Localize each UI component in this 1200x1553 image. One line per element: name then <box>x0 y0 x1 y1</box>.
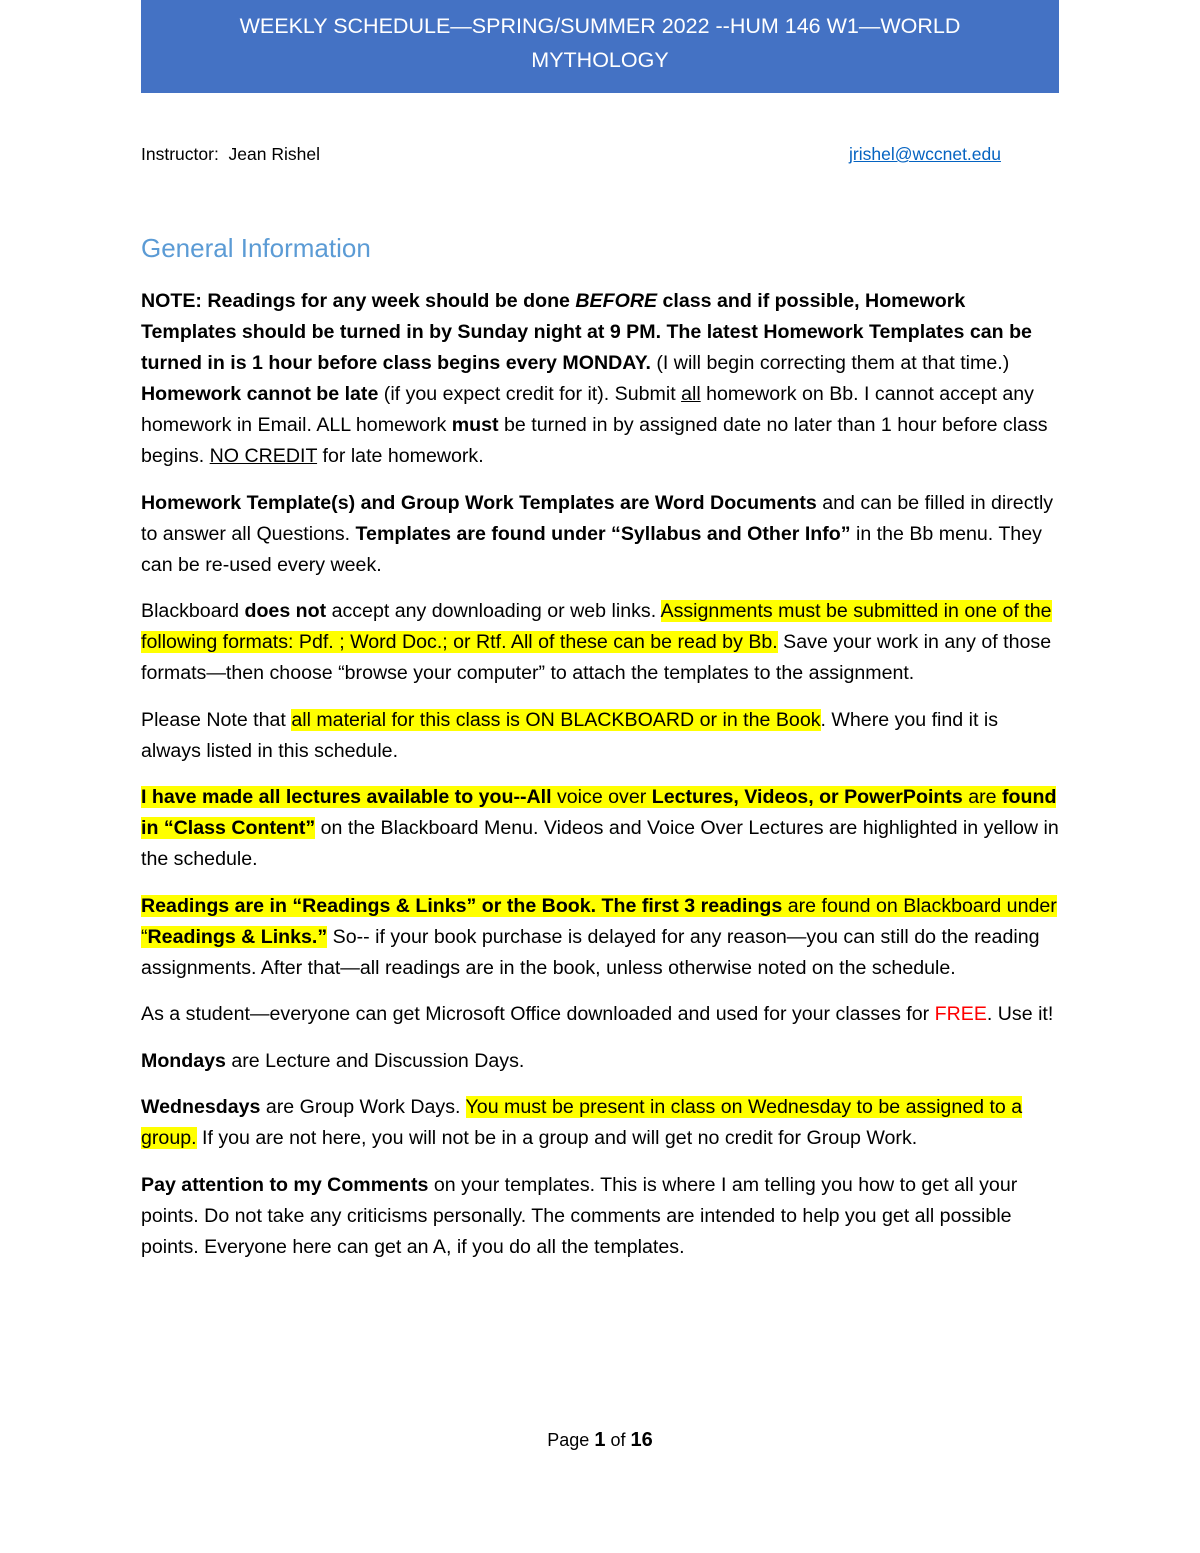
page-number: 1 <box>594 1429 606 1451</box>
text-run: (if you expect credit for it). Submit <box>378 383 682 405</box>
text-run: class and if possible, Homework Templates should be turned in by Sunday night at 9 PM. The latest Homework Templates can be turned in is 1 hour before class begins every MONDAY. <box>141 290 1032 374</box>
text-run: Mondays <box>141 1049 226 1072</box>
text-run: found in “Class Content” <box>141 786 1057 839</box>
text-run: voice over <box>551 786 652 808</box>
text-run: You must be present in class on Wednesday to be assigned to a group. <box>141 1096 1023 1149</box>
text-run: must <box>451 414 499 436</box>
text-run: (I will begin correcting them at that time.) <box>650 352 1010 374</box>
text-run: Templates are found under “Syllabus and Other Info” <box>355 522 851 545</box>
paragraph-readings <box>141 891 1061 984</box>
text-run: . Where you find it is always listed in this schedule. <box>141 708 999 762</box>
text-run: homework on Bb. I cannot accept any homework in Email. ALL homework <box>141 383 1034 436</box>
paragraph-note <box>141 286 1061 472</box>
page-label: Page <box>547 1430 590 1450</box>
text-run: and can be filled in directly to answer all Questions. <box>141 491 1054 545</box>
text-run: . Use it! <box>986 1003 1054 1025</box>
paragraph-wednesdays <box>141 1092 1061 1154</box>
text-run: Readings are in “Readings & Links” or the Book. The first 3 readings <box>141 894 783 917</box>
text-run: are Group Work Days. <box>260 1096 466 1118</box>
instructor-label: Instructor: <box>141 144 219 164</box>
text-run: FREE <box>934 1003 987 1025</box>
text-run: Assignments must be submitted in one of the following formats: Pdf. ; Word Doc.; or Rtf. All of these can be read by Bb. <box>141 600 1052 653</box>
paragraph-lectures <box>141 782 1061 875</box>
page-footer <box>0 1429 1200 1452</box>
text-run: NO CREDIT <box>209 445 318 467</box>
text-run: If you are not here, you will not be in a group and will get no credit for Group Work. <box>196 1127 918 1149</box>
text-run: are found on Blackboard under “ <box>141 894 1057 948</box>
text-run: be turned in by assigned date no later than 1 hour before class begins. <box>141 414 1048 467</box>
header-title-line-1: WEEKLY SCHEDULE—SPRING/SUMMER 2022 --HUM 146 W1—WORLD <box>239 14 961 38</box>
text-run: are Lecture and Discussion Days. <box>225 1049 525 1072</box>
text-run: on the Blackboard Menu. Videos and Voice Over Lectures are highlighted in yellow in the schedule. <box>141 817 1059 870</box>
text-run: does not <box>244 600 327 622</box>
paragraph-templates <box>141 488 1061 581</box>
paragraph-blackboard-formats <box>141 596 1061 689</box>
instructor-name: Jean Rishel <box>228 144 320 164</box>
text-run: Pay attention to my Comments <box>141 1173 429 1196</box>
text-run: Lectures, Videos, or PowerPoints <box>651 786 963 808</box>
text-run: for late homework. <box>317 445 484 467</box>
text-run: in the Bb menu. They can be re-used every week. <box>141 522 1042 576</box>
text-run: all <box>681 383 701 405</box>
text-run: BEFORE <box>575 290 658 312</box>
text-run: on your templates. This is where I am telling you how to get all your points. Do not take any criticisms personally. The comments are intended to help you get all possible points. Everyone here can get an A, if you do all the templates. <box>141 1173 1018 1258</box>
instructor-row <box>141 144 1001 170</box>
text-run: I have made all lectures available to you--All <box>141 786 552 808</box>
text-run: are <box>962 786 1003 808</box>
text-run: Readings & Links.” <box>147 925 328 948</box>
paragraph-microsoft-office <box>141 999 1061 1030</box>
text-run: Wednesdays <box>141 1096 261 1118</box>
page-total: 16 <box>630 1429 653 1451</box>
header-title-line-2: MYTHOLOGY <box>531 48 669 72</box>
text-run: So-- if your book purchase is delayed for any reason—you can still do the reading assignments. After that—all readings are in the book, unless otherwise noted on the schedule. <box>141 925 1040 979</box>
general-information-body <box>141 286 1061 1278</box>
paragraph-mondays <box>141 1046 1061 1077</box>
text-run: Please Note that <box>141 708 292 731</box>
section-title: General Information <box>141 233 371 263</box>
of-label: of <box>610 1430 626 1450</box>
text-run: NOTE: Readings for any week should be done <box>141 290 576 312</box>
text-run: accept any downloading or web links. <box>326 600 661 622</box>
text-run: Save your work in any of those formats—then choose “browse your computer” to attach the templates to the assignment. <box>141 631 1052 684</box>
text-run: As a student—everyone can get Microsoft Office downloaded and used for your classes for <box>141 1003 935 1025</box>
paragraph-comments <box>141 1170 1061 1263</box>
instructor-email-link[interactable]: jrishel@wccnet.edu <box>849 144 1001 164</box>
text-run: Blackboard <box>141 600 245 622</box>
text-run: all material for this class is ON BLACKBOARD or in the Book <box>291 708 821 731</box>
text-run: Homework Template(s) and Group Work Templates are Word Documents <box>141 491 817 514</box>
paragraph-material-location <box>141 705 1061 767</box>
text-run: Homework cannot be late <box>141 383 379 405</box>
document-header-banner <box>141 0 1059 93</box>
